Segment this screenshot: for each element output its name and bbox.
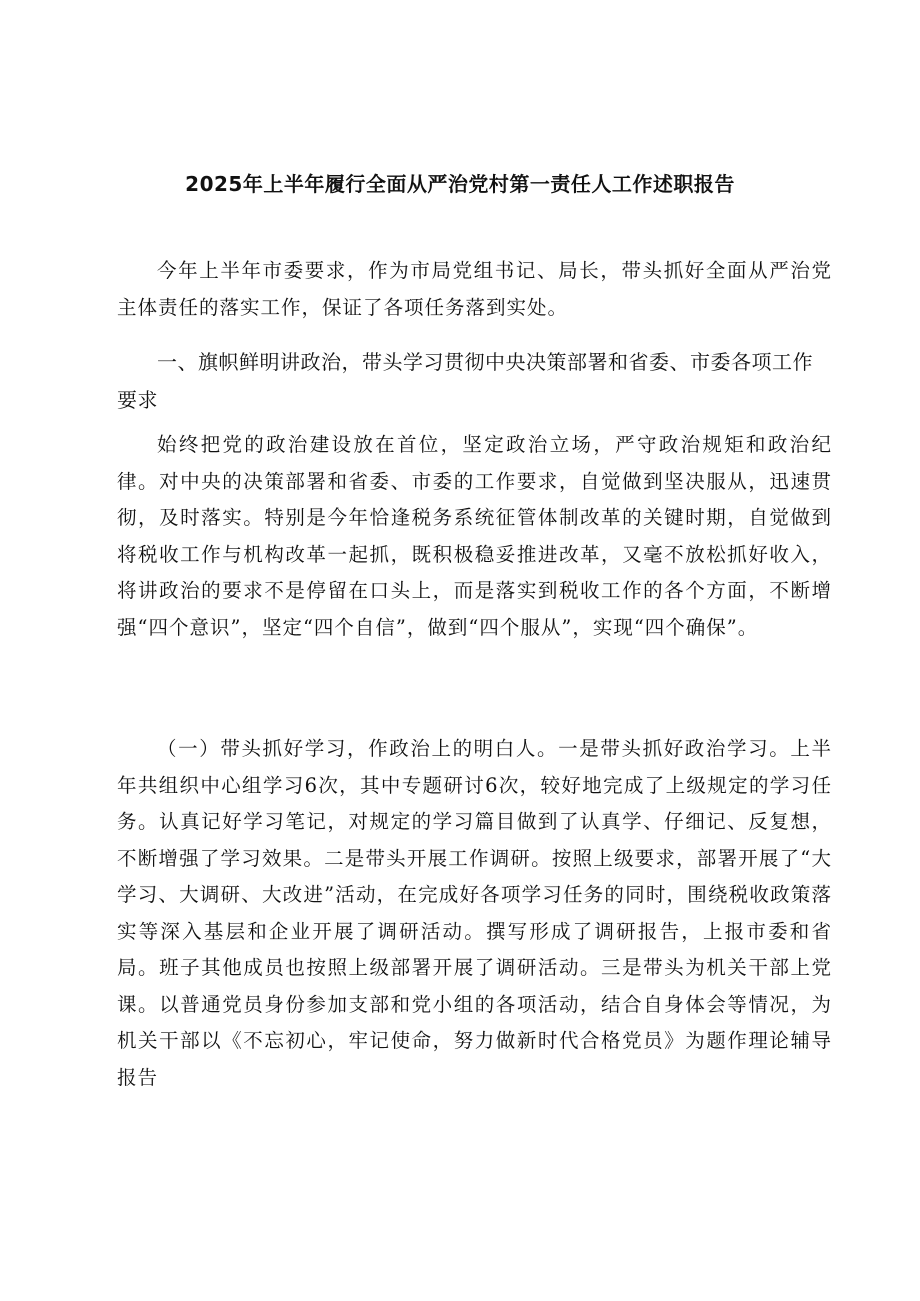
document-title: 2025年上半年履行全面从严治党村第一责任人工作述职报告: [185, 172, 735, 196]
intro-paragraph: 今年上半年市委要求，作为市局党组书记、局长，带头抓好全面从严治党主体责任的落实工作，保证了各项任务落到实处。: [117, 259, 832, 319]
section-1-heading: 一、旗帜鲜明讲政治，带头学习贯彻中央决策部署和省委、市委各项工作要求: [117, 350, 813, 412]
subsection-1-paragraph: （一）带头抓好学习，作政治上的明白人。一是带头抓好政治学习。上半年共组织中心组学习6次，其中专题研讨6次，较好地完成了上级规定的学习任务。认真记好学习笔记，对规定的学习篇目做到了认真学、仔细记、反复想，不断增强了学习效果。二是带头开展工作调研。按照上级要求，部署开展了“大学习、大调研、大改进”活动，在完成好各项学习任务的同时，围绕税收政策落实等深入基层和企业开展了调研活动。撰写形成了调研报告，上报市委和省局。班子其他成员也按照上级部署开展了调研活动。三是带头为机关干部上党课。以普通党员身份参加支部和党小组的各项活动，结合自身体会等情况，为机关干部以《不忘初心，牢记使命，努力做新时代合格党员》为题作理论辅导报告: [117, 737, 832, 1089]
section-1-paragraph: 始终把党的政治建设放在首位，坚定政治立场，严守政治规矩和政治纪律。对中央的决策部署和省委、市委的工作要求，自觉做到坚决服从，迅速贯彻，及时落实。特别是今年恰逢税务系统征管体制改革的关键时期，自觉做到将税收工作与机构改革一起抓，既积极稳妥推进改革，又毫不放松抓好收入，将讲政治的要求不是停留在口头上，而是落实到税收工作的各个方面，不断增强“四个意识”，坚定“四个自信”，做到“四个服从”，实现“四个确保”。: [117, 433, 832, 639]
